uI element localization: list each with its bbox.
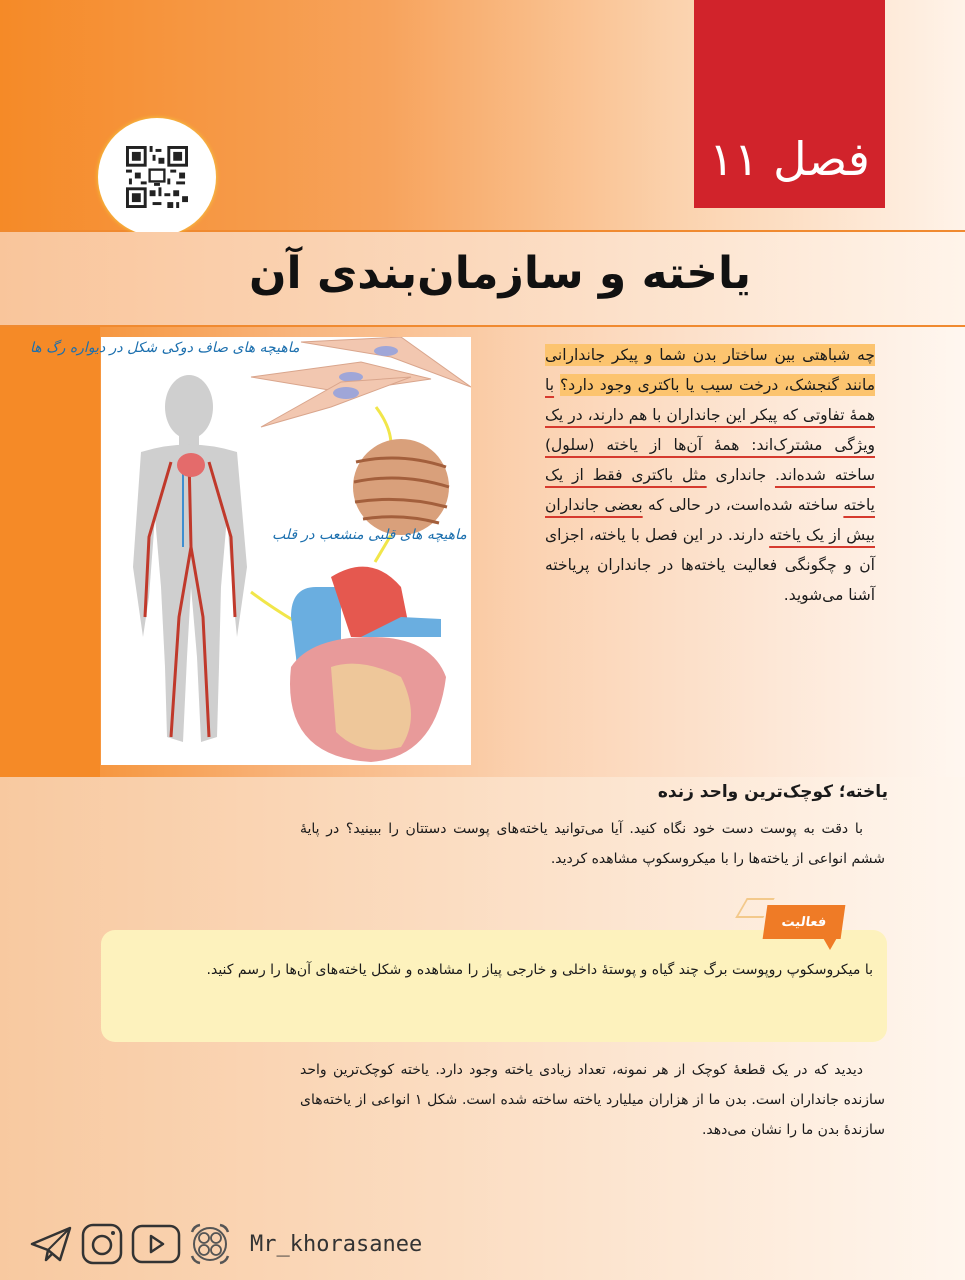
intro-paragraph: [545, 340, 875, 610]
heart-icon: [290, 567, 446, 762]
instagram-icon[interactable]: [80, 1222, 124, 1266]
underlined-text: مثل باکتری فقط از یک یاخته: [545, 466, 875, 514]
closing-paragraph: [300, 1055, 885, 1145]
section-text: با دقت به پوست دست خود نگاه کنید. آیا می‌توانید یاخته‌های پوست دستتان را ببینید؟ در پایهٔ ششم انواعی از یاخته‌ها را با میکروسکوپ مشاهده کردید.: [300, 821, 885, 867]
aparat-icon[interactable]: [188, 1222, 232, 1266]
illustration-svg: [101, 337, 471, 765]
chapter-badge: [694, 0, 885, 208]
telegram-icon[interactable]: [28, 1224, 74, 1264]
intro-text: ساخته شده‌است، در حالی که: [642, 496, 844, 514]
section-paragraph: [300, 814, 885, 874]
circulatory-illustration: [101, 337, 471, 765]
intro-text: جانداری: [706, 466, 775, 484]
cardiac-tissue-icon: [353, 439, 449, 535]
activity-box: [101, 930, 887, 1042]
qr-code-icon: [126, 146, 188, 208]
underlined-text: بعضی جانداران بیش از یک یاخته: [545, 496, 875, 544]
annotation-smooth-muscle: ماهیچه های صاف دوکی شکل در دیواره رگ ها: [30, 340, 300, 356]
qr-code-badge[interactable]: [98, 118, 216, 236]
social-footer: [28, 1222, 422, 1266]
page-title: یاخته و سازمان‌بندی آن: [248, 248, 751, 299]
closing-text: دیدید که در یک قطعهٔ کوچک از هر نمونه، تعداد زیادی یاخته وجود دارد. یاخته کوچک‌ترین واحد سازنده جانداران است. بدن ما از هزاران میلیارد یاخته ساخته شده است. شکل ۱ انواعی از یاخته‌های سازندهٔ بدن ما را نشان می‌دهد.: [300, 1062, 885, 1138]
highlighted-question: چه شباهتی بین ساختار بدن شما و پیکر جاندارانی مانند گنجشک، درخت سیب یا باکتری وجود دارد؟: [545, 346, 875, 394]
social-handle[interactable]: Mr_khorasanee: [250, 1231, 423, 1257]
activity-text: با میکروسکوپ روپوست برگ چند گیاه و پوستهٔ داخلی و خارجی پیاز را مشاهده و شکل یاخته‌های آن‌ها را رسم کنید.: [206, 962, 873, 978]
youtube-icon[interactable]: [130, 1223, 182, 1265]
underlined-text: با همهٔ تفاوتی که پیکر این جانداران با هم دارند، در یک ویژگی مشترک‌اند: همهٔ آن‌ها از یاخته (سلول) ساخته شده‌اند.: [545, 376, 875, 484]
activity-tag: [763, 905, 846, 939]
left-accent-strip: [0, 327, 100, 777]
section-heading: یاخته؛ کوچک‌ترین واحد زنده: [657, 782, 888, 802]
chapter-label: فصل ۱۱: [709, 132, 870, 186]
intro-text: دارند. در این فصل با یاخته، اجزای آن و چگونگی فعالیت یاخته‌ها در جانداران پریاخته آشنا می‌شوید.: [545, 526, 875, 604]
activity-tag-label: فعالیت: [780, 914, 828, 930]
annotation-cardiac-muscle: ماهیچه های قلبی منشعب در قلب: [272, 527, 467, 543]
